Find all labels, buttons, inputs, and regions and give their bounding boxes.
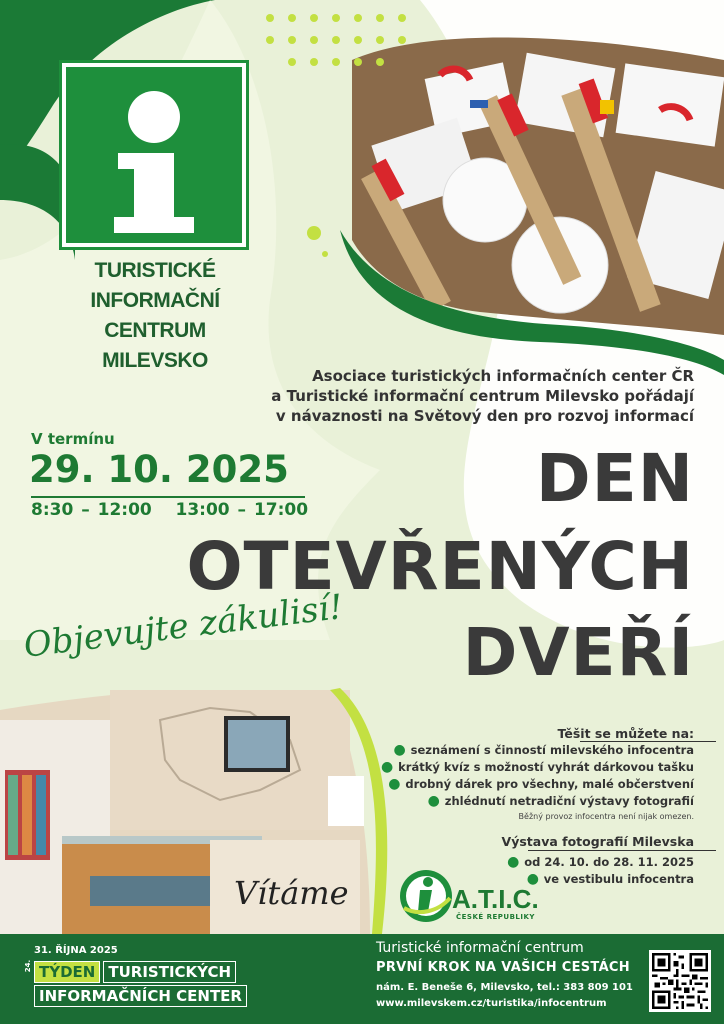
list-item <box>381 793 694 810</box>
bullet-dot-icon: ● <box>381 759 399 775</box>
bullet-dot-icon: ● <box>393 742 411 758</box>
announcement-line: v návaznosti na Světový den pro rozvoj informací <box>275 407 694 425</box>
bullet-dot-icon: ● <box>526 871 544 887</box>
announcement-line: Asociace turistických informačních center ČR <box>312 367 694 385</box>
list-item-text: od 24. 10. do 28. 11. 2025 <box>524 855 694 869</box>
organization-name <box>40 256 270 376</box>
title-line-3: DVEŘÍ <box>462 614 694 691</box>
list-item <box>381 742 694 759</box>
qr-code-icon[interactable] <box>649 950 711 1012</box>
atic-logo-icon <box>398 868 454 924</box>
info-logo <box>62 63 246 247</box>
event-date: 29. 10. 2025 <box>29 448 289 491</box>
promo-photo <box>352 38 724 336</box>
atic-subtitle: ČESKÉ REPUBLIKY <box>456 913 535 921</box>
org-line: INFORMAČNÍ CENTRUM <box>90 289 220 342</box>
title-line-2: OTEVŘENÝCH <box>186 528 694 605</box>
program-heading: Těšit se můžete na: <box>557 726 694 741</box>
list-item-text: ve vestibulu infocentra <box>543 872 694 886</box>
list-item-text: seznámení s činností milevského infocentra <box>410 743 694 757</box>
list-item-text: drobný dárek pro všechny, malé občerstvení <box>405 777 694 791</box>
week-date: 31. ŘÍJNA 2025 <box>34 945 118 956</box>
week-number: 24. <box>24 959 33 973</box>
footer-motto: PRVNÍ KROK NA VAŠICH CESTÁCH <box>376 960 630 975</box>
org-line: MILEVSKO <box>102 349 208 372</box>
title-line-1: DEN <box>535 440 694 517</box>
date-label: V termínu <box>31 430 115 448</box>
event-times: 8:30 – 12:00 13:00 – 17:00 <box>31 500 309 520</box>
footer-tic-name: Turistické informační centrum <box>376 940 584 956</box>
welcome-sign: Vítáme <box>234 874 349 912</box>
footer-website-link[interactable]: www.milevskem.cz/turistika/infocentrum <box>376 998 607 1009</box>
atic-name: A.T.I.C. <box>452 884 539 914</box>
announcement-line: a Turistické informační centrum Milevsko pořádají <box>271 387 694 405</box>
week-word: INFORMAČNÍCH CENTER <box>34 985 247 1007</box>
list-item-text: zhlédnutí netradiční výstavy fotografií <box>444 794 694 808</box>
org-line: TURISTICKÉ <box>94 259 216 282</box>
program-note: Běžný provoz infocentra není nijak omezen. <box>518 812 694 821</box>
list-item <box>381 776 694 793</box>
bullet-dot-icon: ● <box>507 854 525 870</box>
bullet-dot-icon: ● <box>388 776 406 792</box>
info-i-icon <box>66 67 242 243</box>
exhibition-list <box>507 854 694 888</box>
date-underline <box>31 496 305 498</box>
exhibition-heading-underline <box>528 850 716 851</box>
week-word: TURISTICKÝCH <box>103 961 236 983</box>
list-item-text: krátký kvíz s možností vyhrát dárkovou tašku <box>398 760 694 774</box>
list-item <box>381 759 694 776</box>
program-list <box>381 742 694 810</box>
footer-address: nám. E. Beneše 6, Milevsko, tel.: 383 809 101 <box>376 982 633 993</box>
exhibition-heading: Výstava fotografií Milevska <box>501 834 694 849</box>
week-title-line-2 <box>34 985 250 1007</box>
list-item <box>507 854 694 871</box>
bullet-dot-icon: ● <box>427 793 445 809</box>
week-word-highlight: TÝDEN <box>34 961 100 983</box>
week-title-line-1 <box>34 961 239 983</box>
slogan: Objevujte zákulisí! <box>21 587 346 666</box>
announcement <box>234 366 694 426</box>
